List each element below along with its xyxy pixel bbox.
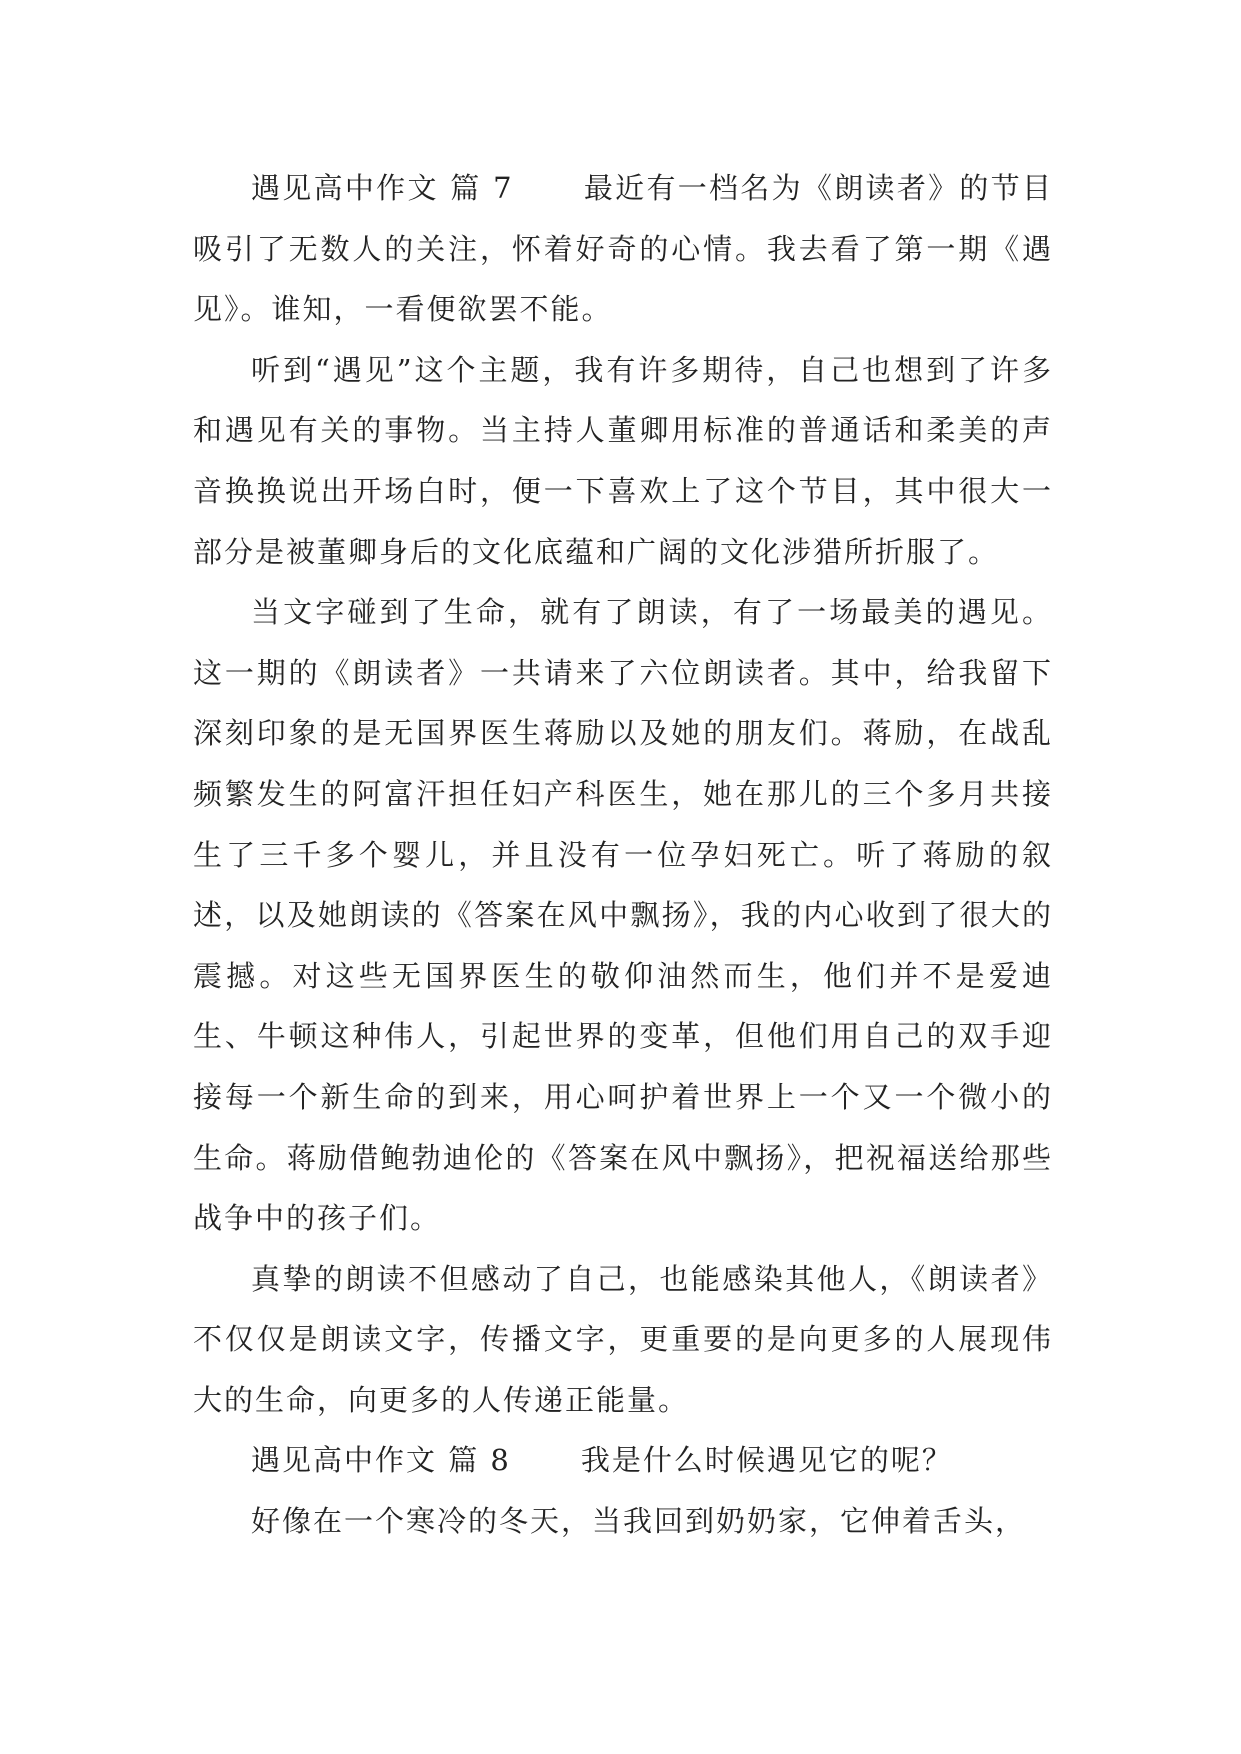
essay-7-paragraph-1 [193,158,1053,340]
essay-7-intro-text: 最近有一档名为《朗读者》的节目吸引了无数人的关注，怀着好奇的心情。我去看了第一期《遇见》。谁知，一看便欲罢不能。 [193,171,1053,327]
essay-8-paragraph-1 [193,1430,1053,1491]
essay-7-paragraph-2: 听到“遇见”这个主题，我有许多期待，自己也想到了许多和遇见有关的事物。当主持人董卿用标准的普通话和柔美的声音换换说出开场白时，便一下喜欢上了这个节目，其中很大一部分是被董卿身后的文化底蕴和广阔的文化涉猎所折服了。 [193,352,1053,569]
essay-body [193,158,1053,1552]
essay-8-intro-text: 我是什么时候遇见它的呢？ [580,1443,953,1478]
essay-7-paragraph-4: 真挚的朗读不但感动了自己，也能感染其他人，《朗读者》不仅仅是朗读文字，传播文字，更重要的是向更多的人展现伟大的生命，向更多的人传递正能量。 [193,1261,1053,1417]
essay-7-heading: 遇见高中作文 篇 7 [251,171,514,205]
essay-7-paragraph-3: 当文字碰到了生命，就有了朗读，有了一场最美的遇见。这一期的《朗读者》一共请来了六位朗读者。其中，给我留下深刻印象的是无国界医生蒋励以及她的朋友们。蒋励，在战乱频繁发生的阿富汗担任妇产科医生，她在那儿的三个多月共接生了三千多个婴儿，并且没有一位孕妇死亡。听了蒋励的叙述，以及她朗读的《答案在风中飘扬》，我的内心收到了很大的震撼。对这些无国界医生的敬仰油然而生，他们并不是爱迪生、牛顿这种伟人，引起世界的变革，但他们用自己的双手迎接每一个新生命的到来，用心呵护着世界上一个又一个微小的生命。蒋励借鲍勃迪伦的《答案在风中飘扬》，把祝福送给那些战争中的孩子们。 [193,595,1053,1236]
essay-8-heading: 遇见高中作文 篇 8 [251,1443,511,1478]
essay-8-paragraph-2: 好像在一个寒冷的冬天，当我回到奶奶家，它伸着舌头， [251,1504,1027,1539]
